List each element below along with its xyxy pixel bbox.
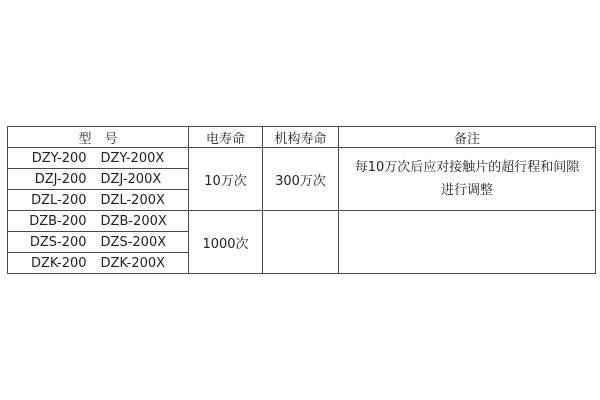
model-name-right: DZB-200X xyxy=(100,213,167,229)
model-name-left: DZY-200 xyxy=(31,150,87,166)
model-cell xyxy=(8,148,189,169)
table-row xyxy=(8,211,596,232)
table-row xyxy=(8,148,596,169)
model-name-right: DZS-200X xyxy=(100,234,167,250)
model-name-left: DZL-200 xyxy=(31,192,87,208)
remarks-cell-group1 xyxy=(339,148,596,211)
model-name-right: DZY-200X xyxy=(100,150,165,166)
mechanical-life-cell-group1: 300万次 xyxy=(263,148,339,211)
model-name-left: DZS-200 xyxy=(29,234,87,250)
model-name-left: DZK-200 xyxy=(30,255,87,271)
electrical-life-cell-group2: 1000次 xyxy=(189,211,263,274)
model-cell xyxy=(8,232,189,253)
model-cell xyxy=(8,211,189,232)
remarks-cell-group2 xyxy=(339,211,596,274)
header-model: 型 号 xyxy=(8,127,189,148)
model-name-left: DZJ-200 xyxy=(34,171,87,187)
model-name-left: DZB-200 xyxy=(29,213,87,229)
model-cell xyxy=(8,253,189,274)
remarks-line-2: 进行调整 xyxy=(440,183,493,198)
mechanical-life-cell-group2 xyxy=(263,211,339,274)
remarks-line-1: 每10万次后应对接触片的超行程和间隙 xyxy=(354,160,580,175)
header-remarks: 备注 xyxy=(339,127,596,148)
model-name-right: DZL-200X xyxy=(100,192,165,208)
header-mechanical-life: 机构寿命 xyxy=(263,127,339,148)
header-row xyxy=(8,127,596,148)
model-cell xyxy=(8,190,189,211)
lifetime-spec-table xyxy=(7,126,596,274)
model-name-right: DZK-200X xyxy=(100,255,166,271)
electrical-life-cell-group1: 10万次 xyxy=(189,148,263,211)
model-name-right: DZJ-200X xyxy=(100,171,162,187)
header-electrical-life: 电寿命 xyxy=(189,127,263,148)
model-cell xyxy=(8,169,189,190)
